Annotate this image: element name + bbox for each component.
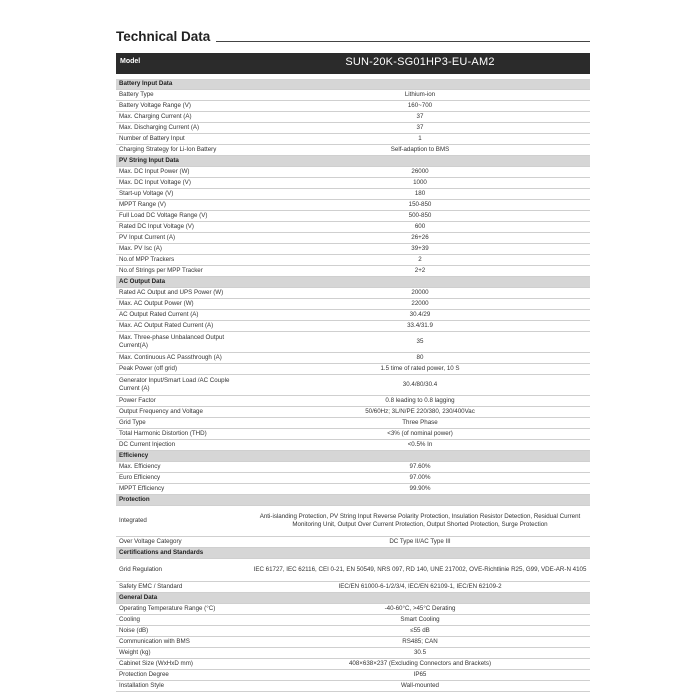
spec-value: 1000 <box>250 178 590 189</box>
spec-value: 37 <box>250 123 590 134</box>
spec-label: Safety EMC / Standard <box>116 582 250 593</box>
table-row <box>116 506 590 537</box>
table-row <box>116 615 590 626</box>
spec-value: 80 <box>250 353 590 364</box>
spec-label: DC Current Injection <box>116 440 250 451</box>
spec-value: 2 <box>250 255 590 266</box>
section-header <box>116 593 590 604</box>
spec-label: PV Input Current (A) <box>116 233 250 244</box>
spec-value: 150-850 <box>250 200 590 211</box>
section-header-blank <box>250 548 590 559</box>
spec-value: 22000 <box>250 299 590 310</box>
spec-label: Output Frequency and Voltage <box>116 407 250 418</box>
section-header-blank <box>250 156 590 167</box>
page-title: Technical Data <box>116 28 216 46</box>
spec-label: Power Factor <box>116 396 250 407</box>
table-row <box>116 484 590 495</box>
section-title: General Data <box>116 593 250 604</box>
table-row <box>116 440 590 451</box>
spec-value: <3% (of nominal power) <box>250 429 590 440</box>
spec-label: Max. AC Output Power (W) <box>116 299 250 310</box>
table-row <box>116 559 590 582</box>
spec-value: 26+26 <box>250 233 590 244</box>
table-row <box>116 429 590 440</box>
spec-label: Total Harmonic Distortion (THD) <box>116 429 250 440</box>
spec-label: Grid Type <box>116 418 250 429</box>
spec-value: 50/60Hz; 3L/N/PE 220/380, 230/400Vac <box>250 407 590 418</box>
table-row <box>116 167 590 178</box>
table-row <box>116 681 590 692</box>
model-value: SUN-20K-SG01HP3-EU-AM2 <box>345 56 495 68</box>
section-title: AC Output Data <box>116 277 250 288</box>
spec-value: 97.60% <box>250 462 590 473</box>
spec-value: IP65 <box>250 670 590 681</box>
spec-label: MPPT Range (V) <box>116 200 250 211</box>
spec-label: Max. AC Output Rated Current (A) <box>116 321 250 332</box>
section-header <box>116 79 590 90</box>
spec-value: 37 <box>250 112 590 123</box>
spec-label: Peak Power (off grid) <box>116 364 250 375</box>
table-row <box>116 537 590 548</box>
spec-label: Start-up Voltage (V) <box>116 189 250 200</box>
table-row <box>116 364 590 375</box>
spec-value: Anti-islanding Protection, PV String Input Reverse Polarity Protection, Insulation Resistor Detection, Residual Current Monitoring Unit, Output Over Current Protection, Output Shorted Protection, Surge Protection <box>250 506 590 537</box>
spec-value: Lithium-ion <box>250 90 590 101</box>
spec-label: Installation Style <box>116 681 250 692</box>
table-row <box>116 418 590 429</box>
table-row <box>116 407 590 418</box>
spec-label: Over Voltage Category <box>116 537 250 548</box>
spec-value: IEC 61727, IEC 62116, CEI 0-21, EN 50549, NRS 097, RD 140, UNE 217002, OVE-Richtlinie R25, G99, VDE-AR-N 4105 <box>250 559 590 582</box>
spec-label: Generator Input/Smart Load /AC Couple Current (A) <box>116 375 250 396</box>
table-row <box>116 462 590 473</box>
spec-table <box>116 79 590 692</box>
table-row <box>116 321 590 332</box>
section-header <box>116 495 590 506</box>
section-header <box>116 548 590 559</box>
table-row <box>116 375 590 396</box>
table-row <box>116 112 590 123</box>
spec-value: Self-adaption to BMS <box>250 145 590 156</box>
table-row <box>116 200 590 211</box>
table-row <box>116 244 590 255</box>
table-row <box>116 310 590 321</box>
spec-value: 600 <box>250 222 590 233</box>
section-header-blank <box>250 79 590 90</box>
spec-label: No.of Strings per MPP Tracker <box>116 266 250 277</box>
spec-label: Charging Strategy for Li-Ion Battery <box>116 145 250 156</box>
table-row <box>116 189 590 200</box>
section-title: Certifications and Standards <box>116 548 250 559</box>
spec-value: 26000 <box>250 167 590 178</box>
table-row <box>116 178 590 189</box>
table-row <box>116 353 590 364</box>
table-row <box>116 266 590 277</box>
table-row <box>116 101 590 112</box>
spec-value: Three Phase <box>250 418 590 429</box>
table-row <box>116 659 590 670</box>
spec-label: Max. Discharging Current (A) <box>116 123 250 134</box>
table-row <box>116 233 590 244</box>
spec-value: 33.4/31.9 <box>250 321 590 332</box>
spec-value: 30.5 <box>250 648 590 659</box>
spec-label: Full Load DC Voltage Range (V) <box>116 211 250 222</box>
table-row <box>116 473 590 484</box>
table-row <box>116 670 590 681</box>
spec-value: 39+39 <box>250 244 590 255</box>
spec-label: Max. Charging Current (A) <box>116 112 250 123</box>
spec-label: Max. DC Input Voltage (V) <box>116 178 250 189</box>
table-row <box>116 222 590 233</box>
section-header <box>116 156 590 167</box>
section-title: PV String Input Data <box>116 156 250 167</box>
spec-value: 1 <box>250 134 590 145</box>
spec-label: Number of Battery Input <box>116 134 250 145</box>
spec-label: MPPT Efficiency <box>116 484 250 495</box>
model-header <box>116 53 590 74</box>
spec-label: Cabinet Size (WxHxD mm) <box>116 659 250 670</box>
spec-label: Communication with BMS <box>116 637 250 648</box>
section-header <box>116 451 590 462</box>
spec-label: Operating Temperature Range (°C) <box>116 604 250 615</box>
spec-label: Euro Efficiency <box>116 473 250 484</box>
spec-label: Protection Degree <box>116 670 250 681</box>
spec-value: RS485; CAN <box>250 637 590 648</box>
spec-value: 0.8 leading to 0.8 lagging <box>250 396 590 407</box>
spec-value: Wall-mounted <box>250 681 590 692</box>
table-row <box>116 648 590 659</box>
spec-value: 35 <box>250 332 590 353</box>
spec-label: Max. Three-phase Unbalanced Output Current(A) <box>116 332 250 353</box>
spec-value: IEC/EN 61000-6-1/2/3/4, IEC/EN 62109-1, IEC/EN 62109-2 <box>250 582 590 593</box>
table-row <box>116 145 590 156</box>
section-header-blank <box>250 495 590 506</box>
spec-value: 408×638×237 (Excluding Connectors and Brackets) <box>250 659 590 670</box>
section-header <box>116 277 590 288</box>
section-header-blank <box>250 277 590 288</box>
spec-label: Weight (kg) <box>116 648 250 659</box>
table-row <box>116 90 590 101</box>
spec-value: 30.4/29 <box>250 310 590 321</box>
spec-label: Rated DC Input Voltage (V) <box>116 222 250 233</box>
section-title: Battery Input Data <box>116 79 250 90</box>
spec-value: 180 <box>250 189 590 200</box>
spec-label: Noise (dB) <box>116 626 250 637</box>
spec-value: <0.5% In <box>250 440 590 451</box>
spec-value: -40-60°C, >45°C Derating <box>250 604 590 615</box>
spec-label: Max. Efficiency <box>116 462 250 473</box>
spec-value: DC Type II/AC Type III <box>250 537 590 548</box>
table-row <box>116 299 590 310</box>
spec-label: Battery Type <box>116 90 250 101</box>
spec-label: Max. DC Input Power (W) <box>116 167 250 178</box>
section-title: Protection <box>116 495 250 506</box>
spec-value: 20000 <box>250 288 590 299</box>
spec-value: ≤55 dB <box>250 626 590 637</box>
spec-value: 1.5 time of rated power, 10 S <box>250 364 590 375</box>
spec-label: Rated AC Output and UPS Power (W) <box>116 288 250 299</box>
table-row <box>116 134 590 145</box>
table-row <box>116 123 590 134</box>
spec-label: Grid Regulation <box>116 559 250 582</box>
table-row <box>116 211 590 222</box>
table-row <box>116 396 590 407</box>
spec-label: Cooling <box>116 615 250 626</box>
spec-label: Battery Voltage Range (V) <box>116 101 250 112</box>
spec-label: No.of MPP Trackers <box>116 255 250 266</box>
spec-value: Smart Cooling <box>250 615 590 626</box>
section-header-blank <box>250 593 590 604</box>
table-row <box>116 626 590 637</box>
title-block <box>116 28 590 48</box>
spec-value: 160~700 <box>250 101 590 112</box>
spec-label: Max. PV Isc (A) <box>116 244 250 255</box>
table-row <box>116 255 590 266</box>
table-row <box>116 332 590 353</box>
section-header-blank <box>250 451 590 462</box>
model-label: Model <box>120 58 141 65</box>
table-row <box>116 582 590 593</box>
spec-value: 500-850 <box>250 211 590 222</box>
spec-value: 99.90% <box>250 484 590 495</box>
section-title: Efficiency <box>116 451 250 462</box>
spec-value: 97.00% <box>250 473 590 484</box>
spec-value: 2+2 <box>250 266 590 277</box>
spec-label: AC Output Rated Current (A) <box>116 310 250 321</box>
table-row <box>116 288 590 299</box>
spec-label: Max. Continuous AC Passthrough (A) <box>116 353 250 364</box>
spec-value: 30.4/80/30.4 <box>250 375 590 396</box>
table-row <box>116 604 590 615</box>
table-row <box>116 637 590 648</box>
spec-label: Integrated <box>116 506 250 537</box>
